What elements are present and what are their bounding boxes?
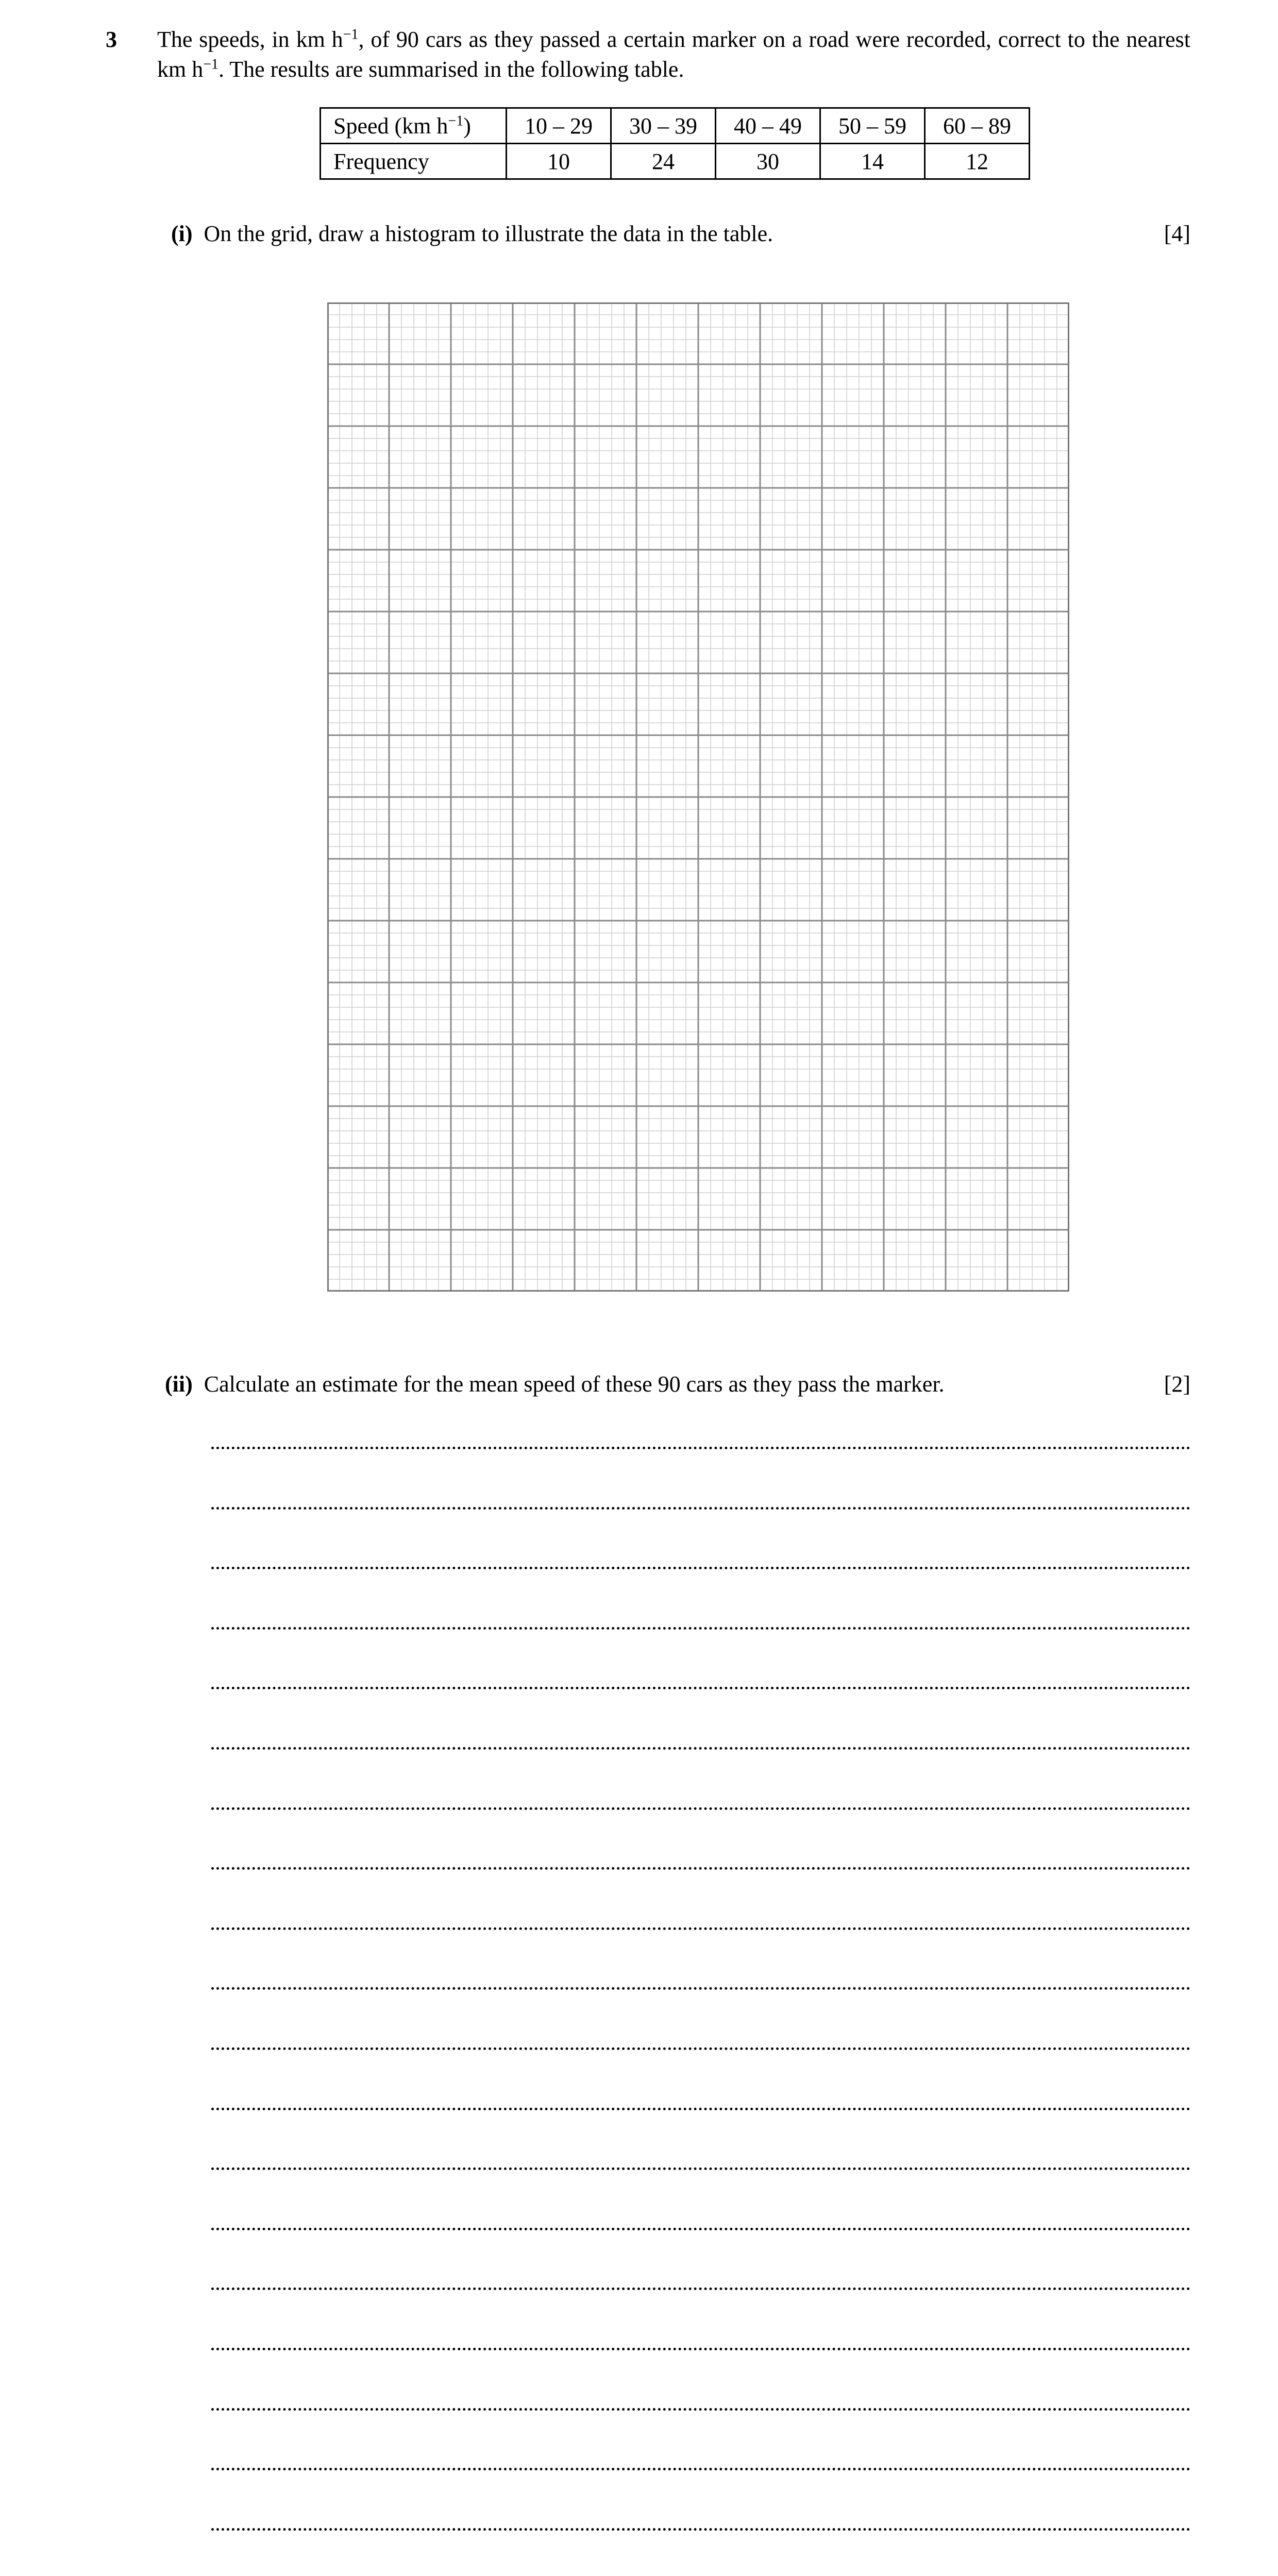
unit-kmh: km $h^{-1}$ [157,56,219,82]
answer-line[interactable] [211,1747,1190,1750]
question-intro [157,25,1190,84]
answer-line[interactable] [211,1627,1190,1630]
answer-line[interactable] [211,2167,1190,2170]
part-i-text: On the grid, draw a histogram to illustrate the data in the table. [204,221,773,246]
intro-text-2: , of 90 cars as they passed a certain marker on a road were recorded, correct to the nearest [358,27,1190,52]
part-i-marks: [4] [1164,221,1190,246]
table-row-speed [321,108,1030,144]
interval-cell: 40 – 49 [716,108,820,144]
unit-kmh: km $h^{-1}$ [296,26,359,52]
part-i-prompt [171,219,773,249]
answer-line[interactable] [211,2528,1190,2531]
answer-line[interactable] [211,1807,1190,1810]
answer-line[interactable] [211,1447,1190,1449]
answer-line[interactable] [211,1867,1190,1870]
question-number: 3 [106,27,117,52]
answer-line[interactable] [211,2287,1190,2290]
answer-line[interactable] [211,1987,1190,1990]
interval-cell: 10 – 29 [507,108,611,144]
answer-line[interactable] [211,2047,1190,2050]
part-ii-marks: [2] [1164,1371,1190,1397]
answer-line[interactable] [211,2108,1190,2110]
part-ii-prompt [165,1369,945,1399]
frequency-cell: 12 [925,144,1030,179]
answer-line[interactable] [211,2408,1190,2411]
part-ii-text: Calculate an estimate for the mean speed of these 90 cars as they pass the marker. [204,1371,945,1397]
frequency-cell: 30 [716,144,820,179]
interval-cell: 50 – 59 [820,108,925,144]
table-row-frequency [321,144,1030,179]
part-i-label: (i) [171,221,193,246]
graph-paper-grid[interactable] [327,302,1069,1292]
interval-cell: 60 – 89 [925,108,1030,144]
frequency-cell: 10 [507,144,611,179]
answer-line[interactable] [211,2228,1190,2230]
answer-line[interactable] [211,2468,1190,2470]
part-ii-label: (ii) [165,1371,193,1397]
answer-line[interactable] [211,1507,1190,1510]
frequency-table [320,107,1030,180]
answer-line[interactable] [211,1567,1190,1569]
frequency-cell: 24 [611,144,716,179]
interval-cell: 30 – 39 [611,108,716,144]
speed-header: Speed (km $h^{-1}$) [321,108,507,144]
answer-line[interactable] [211,1687,1190,1689]
intro-text-1: The speeds, in [157,27,290,52]
grid-svg [327,302,1069,1292]
frequency-header: Frequency [321,144,507,179]
intro-text-3: . The results are summarised in the following table. [218,57,684,82]
answer-line[interactable] [211,1927,1190,1930]
answer-line[interactable] [211,2348,1190,2350]
frequency-cell: 14 [820,144,925,179]
